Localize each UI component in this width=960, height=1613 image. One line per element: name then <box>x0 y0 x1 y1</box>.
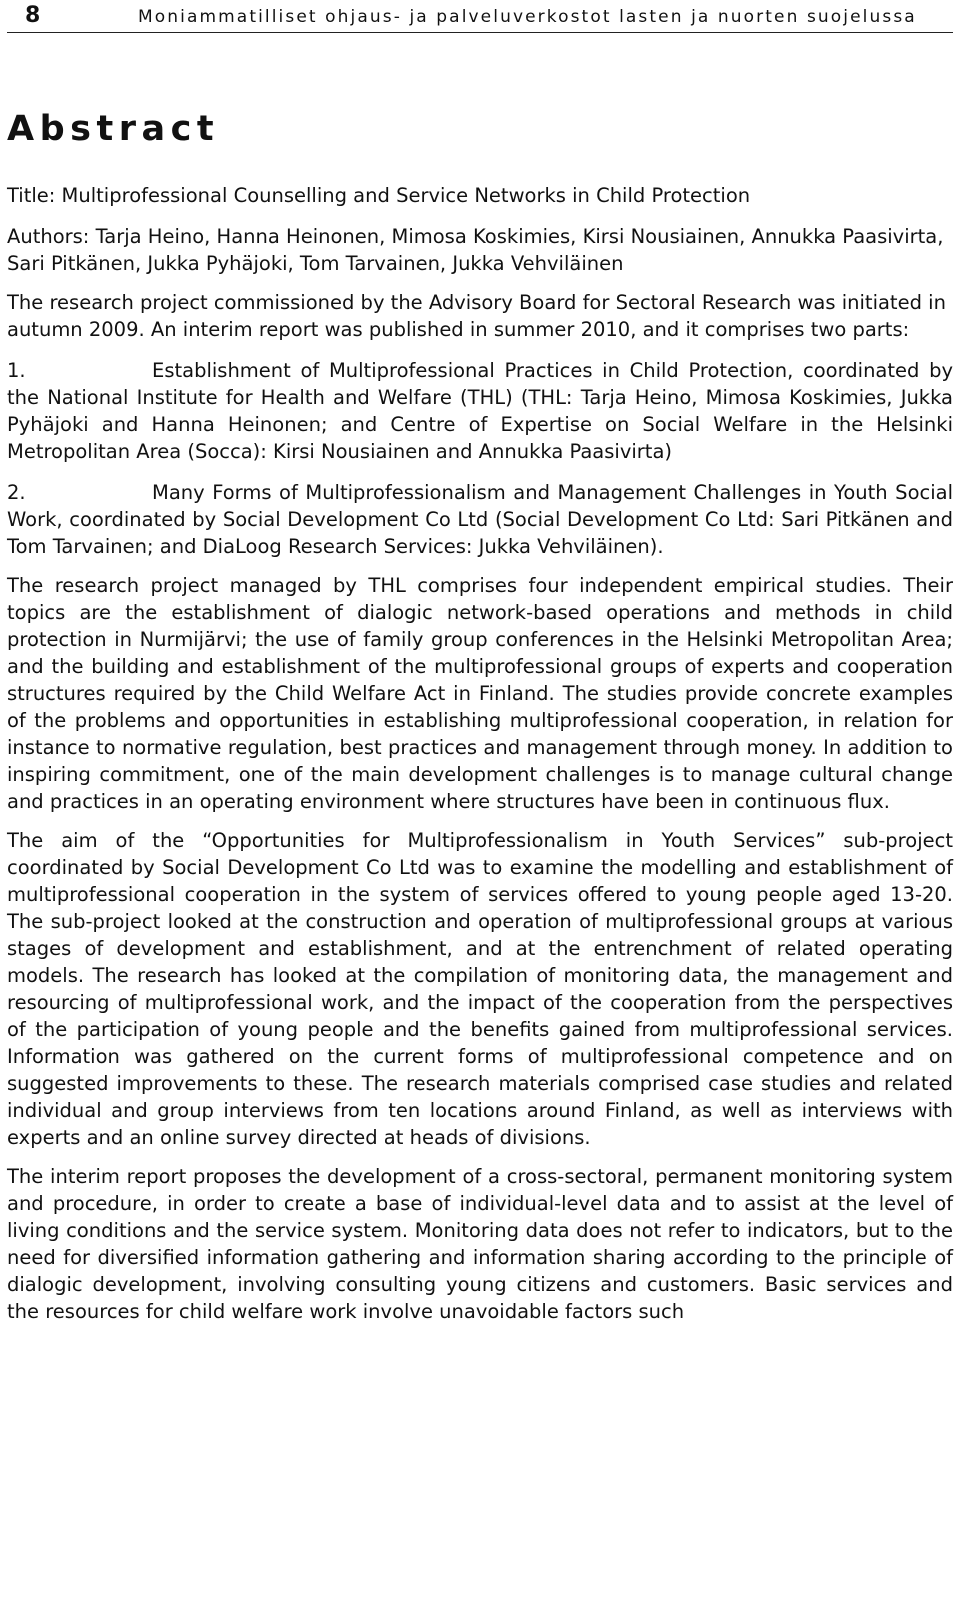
title-line: Title: Multiprofessional Counselling and Service Networks in Child Protection <box>7 184 751 207</box>
list-item-part-1 <box>7 357 953 465</box>
abstract-heading: Abstract <box>7 109 220 149</box>
body-paragraph-1: The research project managed by THL comprises four independent empirical studies. Their topics are the establishment of dialogic network-based operations and methods in child protection in Nurmijärvi; the use of family group conferences in the Helsinki Metropolitan Area; and the building and establishment of the multiprofessional groups of experts and cooperation structures required by the Child Welfare Act in Finland. The studies provide concrete examples of the problems and opportunities in establishing multiprofessional cooperation, in relation for instance to normative regulation, best practices and management through money. In addition to inspiring commitment, one of the main development challenges is to manage cultural change and practices in an operating environment where structures have been in continuous flux. <box>7 574 953 813</box>
body-paragraph-2: The aim of the “Opportunities for Multiprofessionalism in Youth Services” sub-project coordinated by Social Development Co Ltd was to examine the modelling and establishment of multiprofessional cooperation in the system of services offered to young people aged 13-20. The sub-project looked at the construction and operation of multiprofessional groups at various stages of development and establishment, and at the entrenchment of related operating models. The research has looked at the compilation of monitoring data, the management and resourcing of multiprofessional work, and the impact of the cooperation from the perspectives of the participation of young people and the benefits gained from multiprofessional services. Information was gathered on the current forms of multiprofessional competence and on suggested improvements to these. The research materials comprised case studies and related individual and group interviews from ten locations around Finland, as well as interviews with experts and an online survey directed at heads of divisions. <box>7 829 953 1149</box>
list-item-text: Many Forms of Multiprofessionalism and Management Challenges in Youth Social Work, coordinated by Social Development Co Ltd (Social Development Co Ltd: Sari Pitkänen and Tom Tarvainen; and DiaLoog Research Services: Jukka Vehviläinen). <box>7 481 953 558</box>
list-number: 2. <box>7 481 26 504</box>
intro-paragraph: The research project commissioned by the Advisory Board for Sectoral Research was initiated in autumn 2009. An interim report was published in summer 2010, and it comprises two parts: <box>7 291 946 341</box>
document-page <box>7 0 953 1613</box>
list-item-part-2 <box>7 479 953 560</box>
running-title: Moniammatilliset ohjaus- ja palveluverkostot lasten ja nuorten suojelussa <box>138 7 917 27</box>
abstract-body <box>7 182 953 1325</box>
list-item-text: Establishment of Multiprofessional Practices in Child Protection, coordinated by the National Institute for Health and Welfare (THL) (THL: Tarja Heino, Mimosa Koskimies, Jukka Pyhäjoki and Hanna Heinonen; and Centre of Expertise on Social Welfare in the Helsinki Metropolitan Area (Socca): Kirsi Nousiainen and Annukka Paasivirta) <box>7 359 953 463</box>
running-header <box>7 0 953 33</box>
body-paragraph-3: The interim report proposes the development of a cross-sectoral, permanent monitoring system and procedure, in order to create a base of individual-level data and to assist at the level of living conditions and the service system. Monitoring data does not refer to indicators, but to the need for diversified information gathering and information sharing according to the principle of dialogic development, involving consulting young citizens and customers. Basic services and the resources for child welfare work involve unavoidable factors such <box>7 1165 953 1323</box>
page-number: 8 <box>25 3 41 28</box>
authors-line: Authors: Tarja Heino, Hanna Heinonen, Mimosa Koskimies, Kirsi Nousiainen, Annukka Paasivirta, Sari Pitkänen, Jukka Pyhäjoki, Tom Tarvainen, Jukka Vehviläinen <box>7 225 944 275</box>
list-number: 1. <box>7 359 26 382</box>
